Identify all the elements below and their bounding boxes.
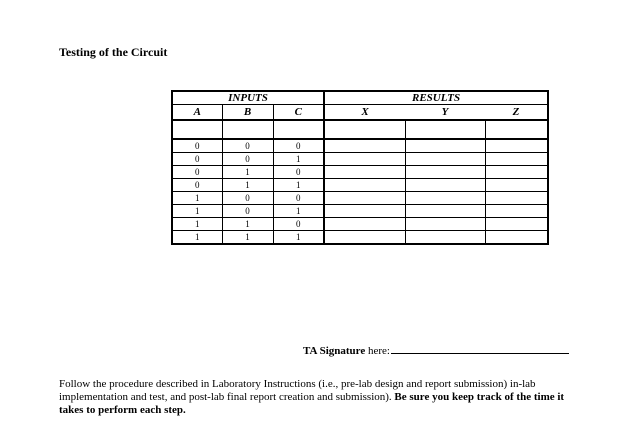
signature-suffix: here: <box>365 345 390 357</box>
table-row <box>172 179 548 192</box>
spacer-cell <box>485 120 548 139</box>
cell-a: 0 <box>172 166 222 179</box>
spacer-cell <box>273 120 324 139</box>
cell-a: 1 <box>172 192 222 205</box>
instructions-emphasis: Be sure you keep track of the time it takes to perform each step. <box>59 391 565 416</box>
cell-a: 0 <box>172 179 222 192</box>
cell-y[interactable] <box>405 205 485 218</box>
cell-z[interactable] <box>485 192 548 205</box>
column-header-a: A <box>172 105 222 121</box>
truth-table <box>171 90 549 245</box>
cell-y[interactable] <box>405 192 485 205</box>
cell-x[interactable] <box>324 166 405 179</box>
cell-a: 1 <box>172 205 222 218</box>
cell-a: 1 <box>172 231 222 245</box>
spacer-row <box>172 120 548 139</box>
cell-c: 1 <box>273 179 324 192</box>
table-row <box>172 231 548 245</box>
group-header-row <box>172 91 548 105</box>
cell-b: 1 <box>222 231 273 245</box>
inputs-group-header: INPUTS <box>172 91 324 105</box>
cell-y[interactable] <box>405 139 485 153</box>
cell-z[interactable] <box>485 153 548 166</box>
cell-c: 0 <box>273 192 324 205</box>
cell-c: 1 <box>273 231 324 245</box>
cell-z[interactable] <box>485 166 548 179</box>
cell-x[interactable] <box>324 139 405 153</box>
table-body <box>172 120 548 244</box>
cell-z[interactable] <box>485 179 548 192</box>
cell-c: 0 <box>273 218 324 231</box>
column-header-c: C <box>273 105 324 121</box>
cell-b: 1 <box>222 179 273 192</box>
cell-c: 1 <box>273 153 324 166</box>
section-title: Testing of the Circuit <box>59 45 168 59</box>
spacer-cell <box>222 120 273 139</box>
table-row <box>172 166 548 179</box>
cell-b: 0 <box>222 139 273 153</box>
column-header-row <box>172 105 548 121</box>
cell-y[interactable] <box>405 179 485 192</box>
table-row <box>172 192 548 205</box>
cell-a: 0 <box>172 153 222 166</box>
cell-b: 0 <box>222 205 273 218</box>
cell-b: 0 <box>222 192 273 205</box>
cell-b: 1 <box>222 166 273 179</box>
cell-y[interactable] <box>405 166 485 179</box>
cell-x[interactable] <box>324 218 405 231</box>
cell-z[interactable] <box>485 231 548 245</box>
signature-line[interactable] <box>391 343 569 354</box>
cell-c: 0 <box>273 166 324 179</box>
instructions-paragraph <box>59 378 584 417</box>
table-row <box>172 205 548 218</box>
column-header-x: X <box>324 105 405 121</box>
cell-c: 0 <box>273 139 324 153</box>
cell-c: 1 <box>273 205 324 218</box>
spacer-cell <box>324 120 405 139</box>
cell-y[interactable] <box>405 231 485 245</box>
table-row <box>172 153 548 166</box>
signature-label: TA Signature <box>303 345 366 357</box>
cell-a: 0 <box>172 139 222 153</box>
spacer-cell <box>172 120 222 139</box>
results-group-header: RESULTS <box>324 91 548 105</box>
cell-z[interactable] <box>485 139 548 153</box>
table-row <box>172 218 548 231</box>
cell-z[interactable] <box>485 205 548 218</box>
cell-x[interactable] <box>324 192 405 205</box>
column-header-b: B <box>222 105 273 121</box>
instructions-text: Follow the procedure described in Laboratory Instructions (i.e., pre-lab design and report submission) in-lab implementation and test, and post-lab final report creation and submission). <box>59 378 536 403</box>
column-header-y: Y <box>405 105 485 121</box>
cell-a: 1 <box>172 218 222 231</box>
cell-x[interactable] <box>324 153 405 166</box>
cell-b: 1 <box>222 218 273 231</box>
cell-x[interactable] <box>324 205 405 218</box>
column-header-z: Z <box>485 105 548 121</box>
cell-y[interactable] <box>405 218 485 231</box>
table-row <box>172 139 548 153</box>
cell-x[interactable] <box>324 231 405 245</box>
cell-z[interactable] <box>485 218 548 231</box>
cell-x[interactable] <box>324 179 405 192</box>
cell-y[interactable] <box>405 153 485 166</box>
spacer-cell <box>405 120 485 139</box>
ta-signature <box>303 343 569 357</box>
cell-b: 0 <box>222 153 273 166</box>
